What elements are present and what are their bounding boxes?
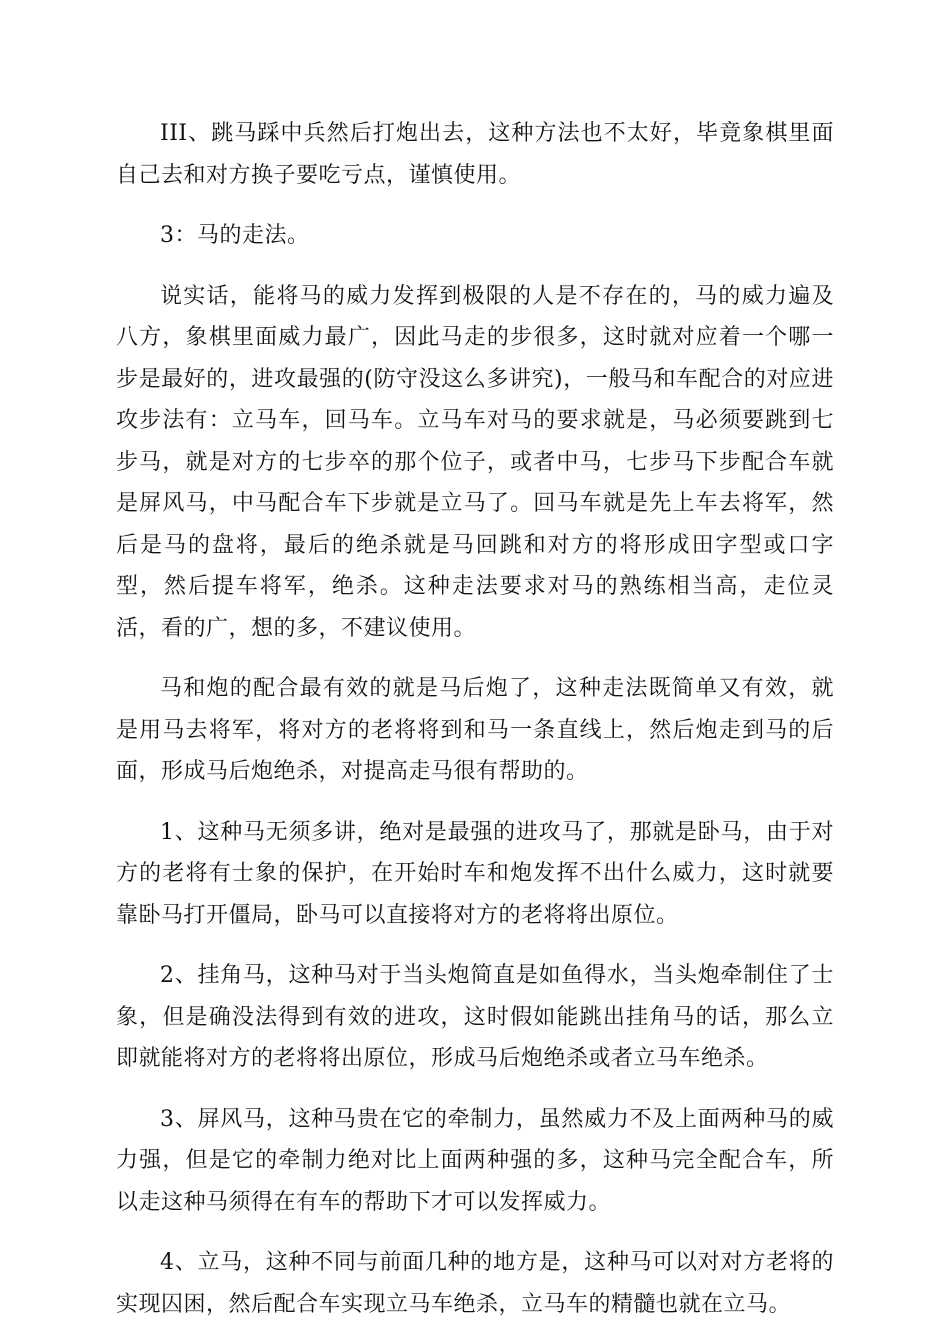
paragraph-item-3-ping-feng-ma: 3、屏风马，这种马贵在它的牵制力，虽然威力不及上面两种马的威力强，但是它的牵制力绝对比上面两种强的多，这种马完全配合车，所以走这种马须得在有车的帮助下才可以发挥威力。 <box>116 1106 834 1215</box>
section-heading-horse-moves: 3：马的走法。 <box>160 223 310 248</box>
paragraph-item-1-wo-ma: 1、这种马无须多讲，绝对是最强的进攻马了，那就是卧马，由于对方的老将有士象的保护，在开始时车和炮发挥不出什么威力，这时就要靠卧马打开僵局，卧马可以直接将对方的老将将出原位。 <box>116 819 834 928</box>
paragraph-item-2-gua-jiao-ma: 2、挂角马，这种马对于当头炮简直是如鱼得水，当头炮牵制住了士象，但是确没法得到有效的进攻，这时假如能跳出挂角马的话，那么立即就能将对方的老将将出原位，形成马后炮绝杀或者立马车绝杀。 <box>116 963 834 1071</box>
paragraph-item-4-li-ma: 4、立马，这种不同与前面几种的地方是，这种马可以对对方老将的实现囚困，然后配合车实现立马车绝杀，立马车的精髓也就在立马。 <box>116 1250 834 1317</box>
document-body <box>116 113 834 1344</box>
paragraph-method-iii: III、跳马踩中兵然后打炮出去，这种方法也不太好，毕竟象棋里面自己去和对方换子要吃亏点，谨慎使用。 <box>116 121 834 188</box>
paragraph-horse-power: 说实话，能将马的威力发挥到极限的人是不存在的，马的威力遍及八方，象棋里面威力最广，因此马走的步很多，这时就对应着一个哪一步是最好的，进攻最强的(防守没这么多讲究)，一般马和车配合的对应进攻步法有：立马车，回马车。立马车对马的要求就是，马必须要跳到七步马，就是对方的七步卒的那个位子，或者中马，七步马下步配合车就是屏风马，中马配合车下步就是立马了。回马车就是先上车去将军，然后是马的盘将，最后的绝杀就是马回跳和对方的将形成田字型或口字型，然后提车将军，绝杀。这种走法要求对马的熟练相当高，走位灵活，看的广，想的多，不建议使用。 <box>116 283 834 641</box>
paragraph-horse-cannon: 马和炮的配合最有效的就是马后炮了，这种走法既简单又有效，就是用马去将军，将对方的老将将到和马一条直线上，然后炮走到马的后面，形成马后炮绝杀，对提高走马很有帮助的。 <box>116 676 834 784</box>
